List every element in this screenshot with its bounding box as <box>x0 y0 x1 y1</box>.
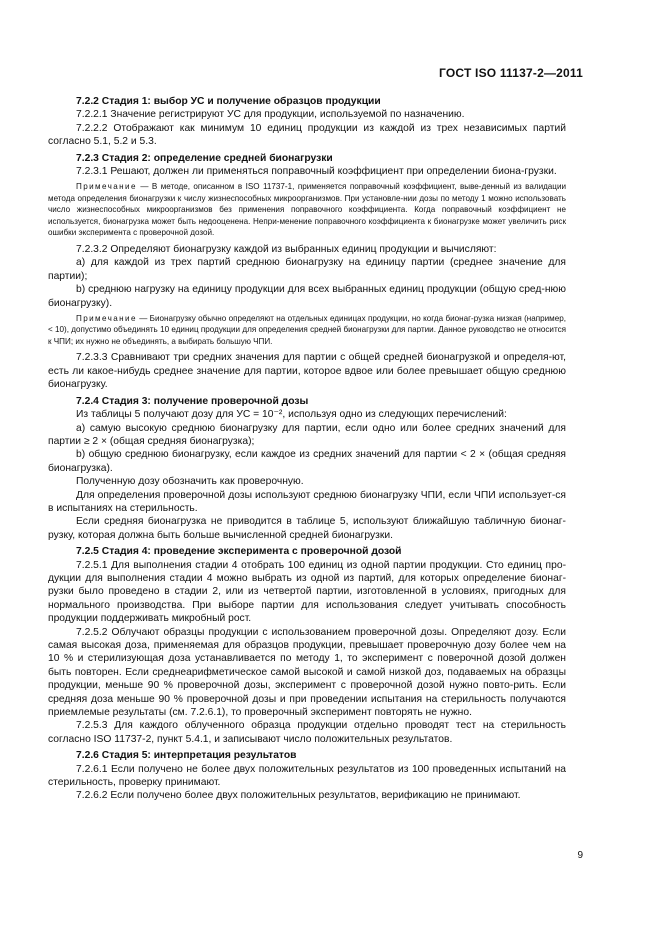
body-paragraph: 7.2.3.2 Определяют бионагрузку каждой из выбранных единиц продукции и вычисляют: <box>76 243 497 255</box>
body-paragraph: 7.2.5.2 Облучают образцы продукции с использованием проверочной дозы. Определяют дозу. Если самая высокая доза, применяемая для образцов продукции, превышает проверочную дозу более чем на 10 % и стерилизующая доза устанавливается по методу 1, то эксперимент с поверочной дозой должен быть повторен. Если среднеарифметическое самой высокой и самой низкой доз, подаваемых на образцы продукции, меньше 90 % проверочной дозы, эксперимент с проверочной дозой нужно повто-рить. Если средняя доза меньше 90 % проверочной дозы и при проведении испытания на стерильность получаются приемлемые результаты (см. 7.2.6.1), то проверочный эксперимент повторять не нужно. <box>48 626 566 719</box>
body-paragraph: Если средняя бионагрузка не приводится в таблице 5, используют ближайшую табличную бионаг-рузку, которая должна быть больше вычисленной средней бионагрузки. <box>48 516 566 541</box>
note-text: — В методе, описанном в ISO 11737-1, применяется поправочный коэффициент, выве-денный из валидации метода определения бионагрузки к числу жизнеспособных микроорганизмов. При установле-нии дозы по методу 1 можно использовать число жизнеспособных микроорганизмов без применения поправочного коэффициента. Когда поправочный коэффициент не используется, бионагрузка может быть недооценена. Непри-менение поправочного коэффициента к бионагрузке может увеличить риск ошибки эксперимента с проверочной дозой. <box>48 182 566 238</box>
body-paragraph: 7.2.2.2 Отображают как минимум 10 единиц продукции из каждой из трех независимых партий согласно 5.1, 5.2 и 5.3. <box>48 122 566 148</box>
note-paragraph <box>48 313 566 348</box>
body-paragraph: Из таблицы 5 получают дозу для УС = 10⁻², используя одно из следующих перечислений: <box>76 409 507 421</box>
body-paragraph: Полученную дозу обозначить как проверочную. <box>76 476 304 488</box>
note-label: Примечание <box>76 313 137 323</box>
section-heading: 7.2.6 Стадия 5: интерпретация результатов <box>76 750 297 762</box>
body-paragraph: 7.2.5.3 Для каждого облученного образца продукции отдельно проводят тест на стерильность согласно ISO 11737-2, пункт 5.4.1, и записывают число положительных результатов. <box>48 720 566 745</box>
document-body <box>48 92 566 803</box>
body-paragraph: 7.2.5.1 Для выполнения стадии 4 отобрать 100 единиц из одной партии продукции. Сто единиц про-дукции для выполнения стадии 4 можно выбрать из одной из партий, для которых определение бионаг-рузки было проведено в стадии 2, или из четвертой партии, изготовленной в условиях, пригодных для нормального производства. При выборе партии для использования следует учитывать способность продукции поддерживать микробный рост. <box>48 559 566 625</box>
section-heading: 7.2.2 Стадия 1: выбор УС и получение образцов продукции <box>76 96 381 107</box>
page-number: 9 <box>577 850 583 861</box>
note-paragraph <box>48 181 566 239</box>
body-paragraph: Для определения проверочной дозы используют среднюю бионагрузку ЧПИ, если ЧПИ использует-ся в испытаниях на стерильность. <box>48 489 566 514</box>
body-paragraph: 7.2.3.1 Решают, должен ли применяться поправочный коэффициент при определении биона-грузки. <box>76 166 557 178</box>
body-paragraph: b) общую среднюю бионагрузку, если каждое из средних значений для партии < 2 × (общая средняя бионагрузка). <box>48 449 566 474</box>
body-paragraph: 7.2.6.1 Если получено не более двух положительных результатов из 100 проведенных испытаний на стерильность, проверку принимают. <box>48 763 566 789</box>
body-paragraph: b) среднюю нагрузку на единицу продукции для всех выбранных единиц продукции (общую сред-нюю бионагрузку). <box>48 284 566 309</box>
body-paragraph: 7.2.2.1 Значение регистрируют УС для продукции, используемой по назначению. <box>76 109 465 121</box>
body-paragraph: 7.2.3.3 Сравнивают три средних значения для партии с общей средней бионагрузкой и определя-ют, есть ли какое-нибудь среднее значение для партии, которое вдвое или более превышает общую среднюю бионагрузку. <box>48 352 566 391</box>
note-text: — Бионагрузку обычно определяют на отдельных единицах продукции, но когда бионаг-рузка низкая (например, < 10), допустимо объединять 10 единиц продукции для определения средней бионагрузки для партии. Данное руководство не относится к ЧПИ; их нужно не объединять, а выбирать большую ЧПИ. <box>48 313 566 346</box>
body-paragraph: а) самую высокую среднюю бионагрузку для партии, если одно или более средних значений для партии ≥ 2 × (общая средняя бионагрузка); <box>48 422 566 447</box>
section-heading: 7.2.4 Стадия 3: получение проверочной дозы <box>76 395 309 407</box>
note-label: Примечание <box>76 182 137 192</box>
body-paragraph: 7.2.6.2 Если получено более двух положительных результатов, верификацию не принимают. <box>76 790 521 802</box>
section-heading: 7.2.3 Стадия 2: определение средней бионагрузки <box>76 152 333 164</box>
standard-header: ГОСТ ISO 11137-2—2011 <box>439 66 583 80</box>
body-paragraph: а) для каждой из трех партий среднюю бионагрузку на единицу партии (среднее значение для партии); <box>48 257 566 282</box>
section-heading: 7.2.5 Стадия 4: проведение эксперимента с проверочной дозой <box>76 546 402 558</box>
